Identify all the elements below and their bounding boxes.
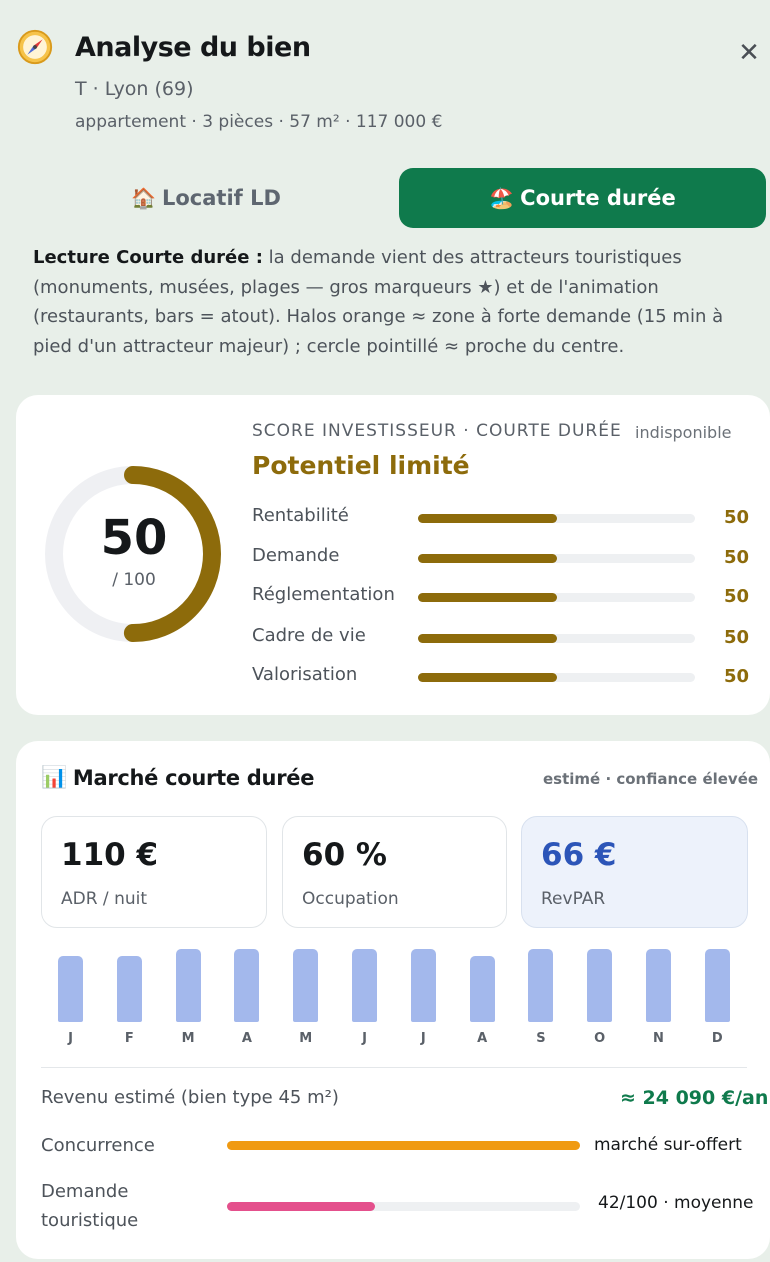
seasonality-bar <box>352 949 377 1022</box>
criterion-fill <box>418 593 557 602</box>
month-label: J <box>362 1031 367 1046</box>
mode-tabs <box>16 168 766 228</box>
demand-label-line1: Demande <box>41 1181 129 1202</box>
seasonality-bar <box>705 949 730 1022</box>
seasonality-bar <box>176 949 201 1022</box>
close-icon[interactable]: ✕ <box>738 38 760 68</box>
header <box>0 0 770 160</box>
seasonality-bar <box>117 956 142 1022</box>
criterion-fill <box>418 634 557 643</box>
month-label: M <box>299 1031 313 1046</box>
criterion-track <box>418 634 695 643</box>
revenue-label: Revenu estimé (bien type 45 m²) <box>41 1087 339 1108</box>
criterion-fill <box>418 514 557 523</box>
market-confidence: estimé · confiance élevée <box>543 770 759 788</box>
competition-value: marché sur-offert <box>594 1135 742 1155</box>
location-text: T · Lyon (69) <box>75 78 194 100</box>
month-label: J <box>68 1031 73 1046</box>
competition-fill <box>227 1141 580 1150</box>
seasonality-bar <box>646 949 671 1022</box>
divider <box>41 1067 747 1068</box>
page-title: Analyse du bien <box>75 32 311 63</box>
seasonality-bar <box>470 956 495 1022</box>
demand-track <box>227 1202 580 1211</box>
criterion-track <box>418 593 695 602</box>
compass-icon <box>16 28 54 66</box>
month-label: M <box>181 1031 195 1046</box>
criterion-reglementation <box>252 584 752 614</box>
kpi-occupation <box>282 816 507 928</box>
month-label: J <box>420 1031 426 1046</box>
tab-courte-duree[interactable] <box>399 168 766 228</box>
criterion-label: Demande <box>252 545 340 566</box>
explanation-text: la demande vient des attracteurs touristiques (monuments, musées, plages — gros marqueurs ★) et de l'animation (restaurants, bars = atout). Halos orange ≈ zone à forte demande (15 min à pied d'un attracteur majeur) ; cercle pointillé ≈ proche du centre. <box>33 247 724 357</box>
investor-score-card <box>16 395 770 715</box>
kpi-value: 110 € <box>61 837 159 873</box>
tab-label: Courte durée <box>520 186 676 210</box>
seasonality-bar <box>411 949 436 1022</box>
score-verdict: Potentiel limité <box>252 451 470 480</box>
criterion-value: 50 <box>724 547 750 568</box>
criterion-rentabilite <box>252 505 752 535</box>
criterion-label: Valorisation <box>252 664 358 685</box>
criterion-value: 50 <box>724 507 750 528</box>
criterion-cadre-de-vie <box>252 625 752 655</box>
kpi-label: RevPAR <box>541 889 606 909</box>
explanation-lead: Lecture Courte durée : <box>33 247 263 268</box>
beach-umbrella-icon: 🏖️ <box>489 186 515 210</box>
demand-fill <box>227 1202 375 1211</box>
kpi-value: 60 % <box>302 837 387 873</box>
criterion-track <box>418 514 695 523</box>
bar-chart-icon: 📊 <box>41 765 67 789</box>
month-label: A <box>241 1031 252 1046</box>
criterion-label: Rentabilité <box>252 505 349 526</box>
market-card <box>16 741 770 1259</box>
month-label: A <box>477 1031 488 1046</box>
kpi-label: Occupation <box>302 889 399 909</box>
seasonality-bar <box>234 949 259 1022</box>
seasonality-bar <box>587 949 612 1022</box>
seasonality-bar <box>528 949 553 1022</box>
criterion-valorisation <box>252 664 752 694</box>
tab-label: Locatif LD <box>161 186 281 210</box>
house-icon: 🏠 <box>131 186 156 210</box>
revenue-value: ≈ 24 090 €/an <box>620 1087 769 1109</box>
tab-locatif-ld[interactable] <box>16 168 396 228</box>
month-label: S <box>536 1031 546 1046</box>
criterion-fill <box>418 673 557 682</box>
criterion-fill <box>418 554 557 563</box>
criterion-track <box>418 673 695 682</box>
kpi-revpar <box>521 816 748 928</box>
market-title-text: Marché courte durée <box>72 765 315 790</box>
criterion-label: Réglementation <box>252 584 395 605</box>
month-label: O <box>594 1031 606 1046</box>
competition-track <box>227 1141 580 1150</box>
score-max: / 100 <box>112 570 156 590</box>
criterion-track <box>418 554 695 563</box>
market-title <box>41 765 314 790</box>
score-status: indisponible <box>635 423 732 442</box>
kpi-label: ADR / nuit <box>61 889 148 909</box>
property-details: appartement · 3 pièces · 57 m² · 117 000 € <box>75 112 443 132</box>
month-label: D <box>711 1031 723 1046</box>
kpi-value: 66 € <box>541 837 617 873</box>
score-heading: SCORE INVESTISSEUR · COURTE DURÉE <box>252 421 622 441</box>
criterion-demande <box>252 545 752 575</box>
seasonality-bar <box>293 949 318 1022</box>
criterion-value: 50 <box>724 586 750 607</box>
demand-value: 42/100 · moyenne <box>598 1193 754 1213</box>
kpi-adr <box>41 816 267 928</box>
criterion-value: 50 <box>724 627 750 648</box>
criterion-value: 50 <box>724 666 750 687</box>
month-label: N <box>653 1031 664 1046</box>
seasonality-bar <box>58 956 83 1022</box>
month-label: F <box>124 1031 134 1046</box>
competition-label: Concurrence <box>41 1135 155 1156</box>
demand-label-line2: touristique <box>41 1210 139 1231</box>
score-value: 50 <box>100 510 168 566</box>
criterion-label: Cadre de vie <box>252 625 366 646</box>
reading-explanation <box>33 243 763 361</box>
demand-label <box>41 1177 138 1235</box>
seasonality-chart <box>58 949 738 1049</box>
